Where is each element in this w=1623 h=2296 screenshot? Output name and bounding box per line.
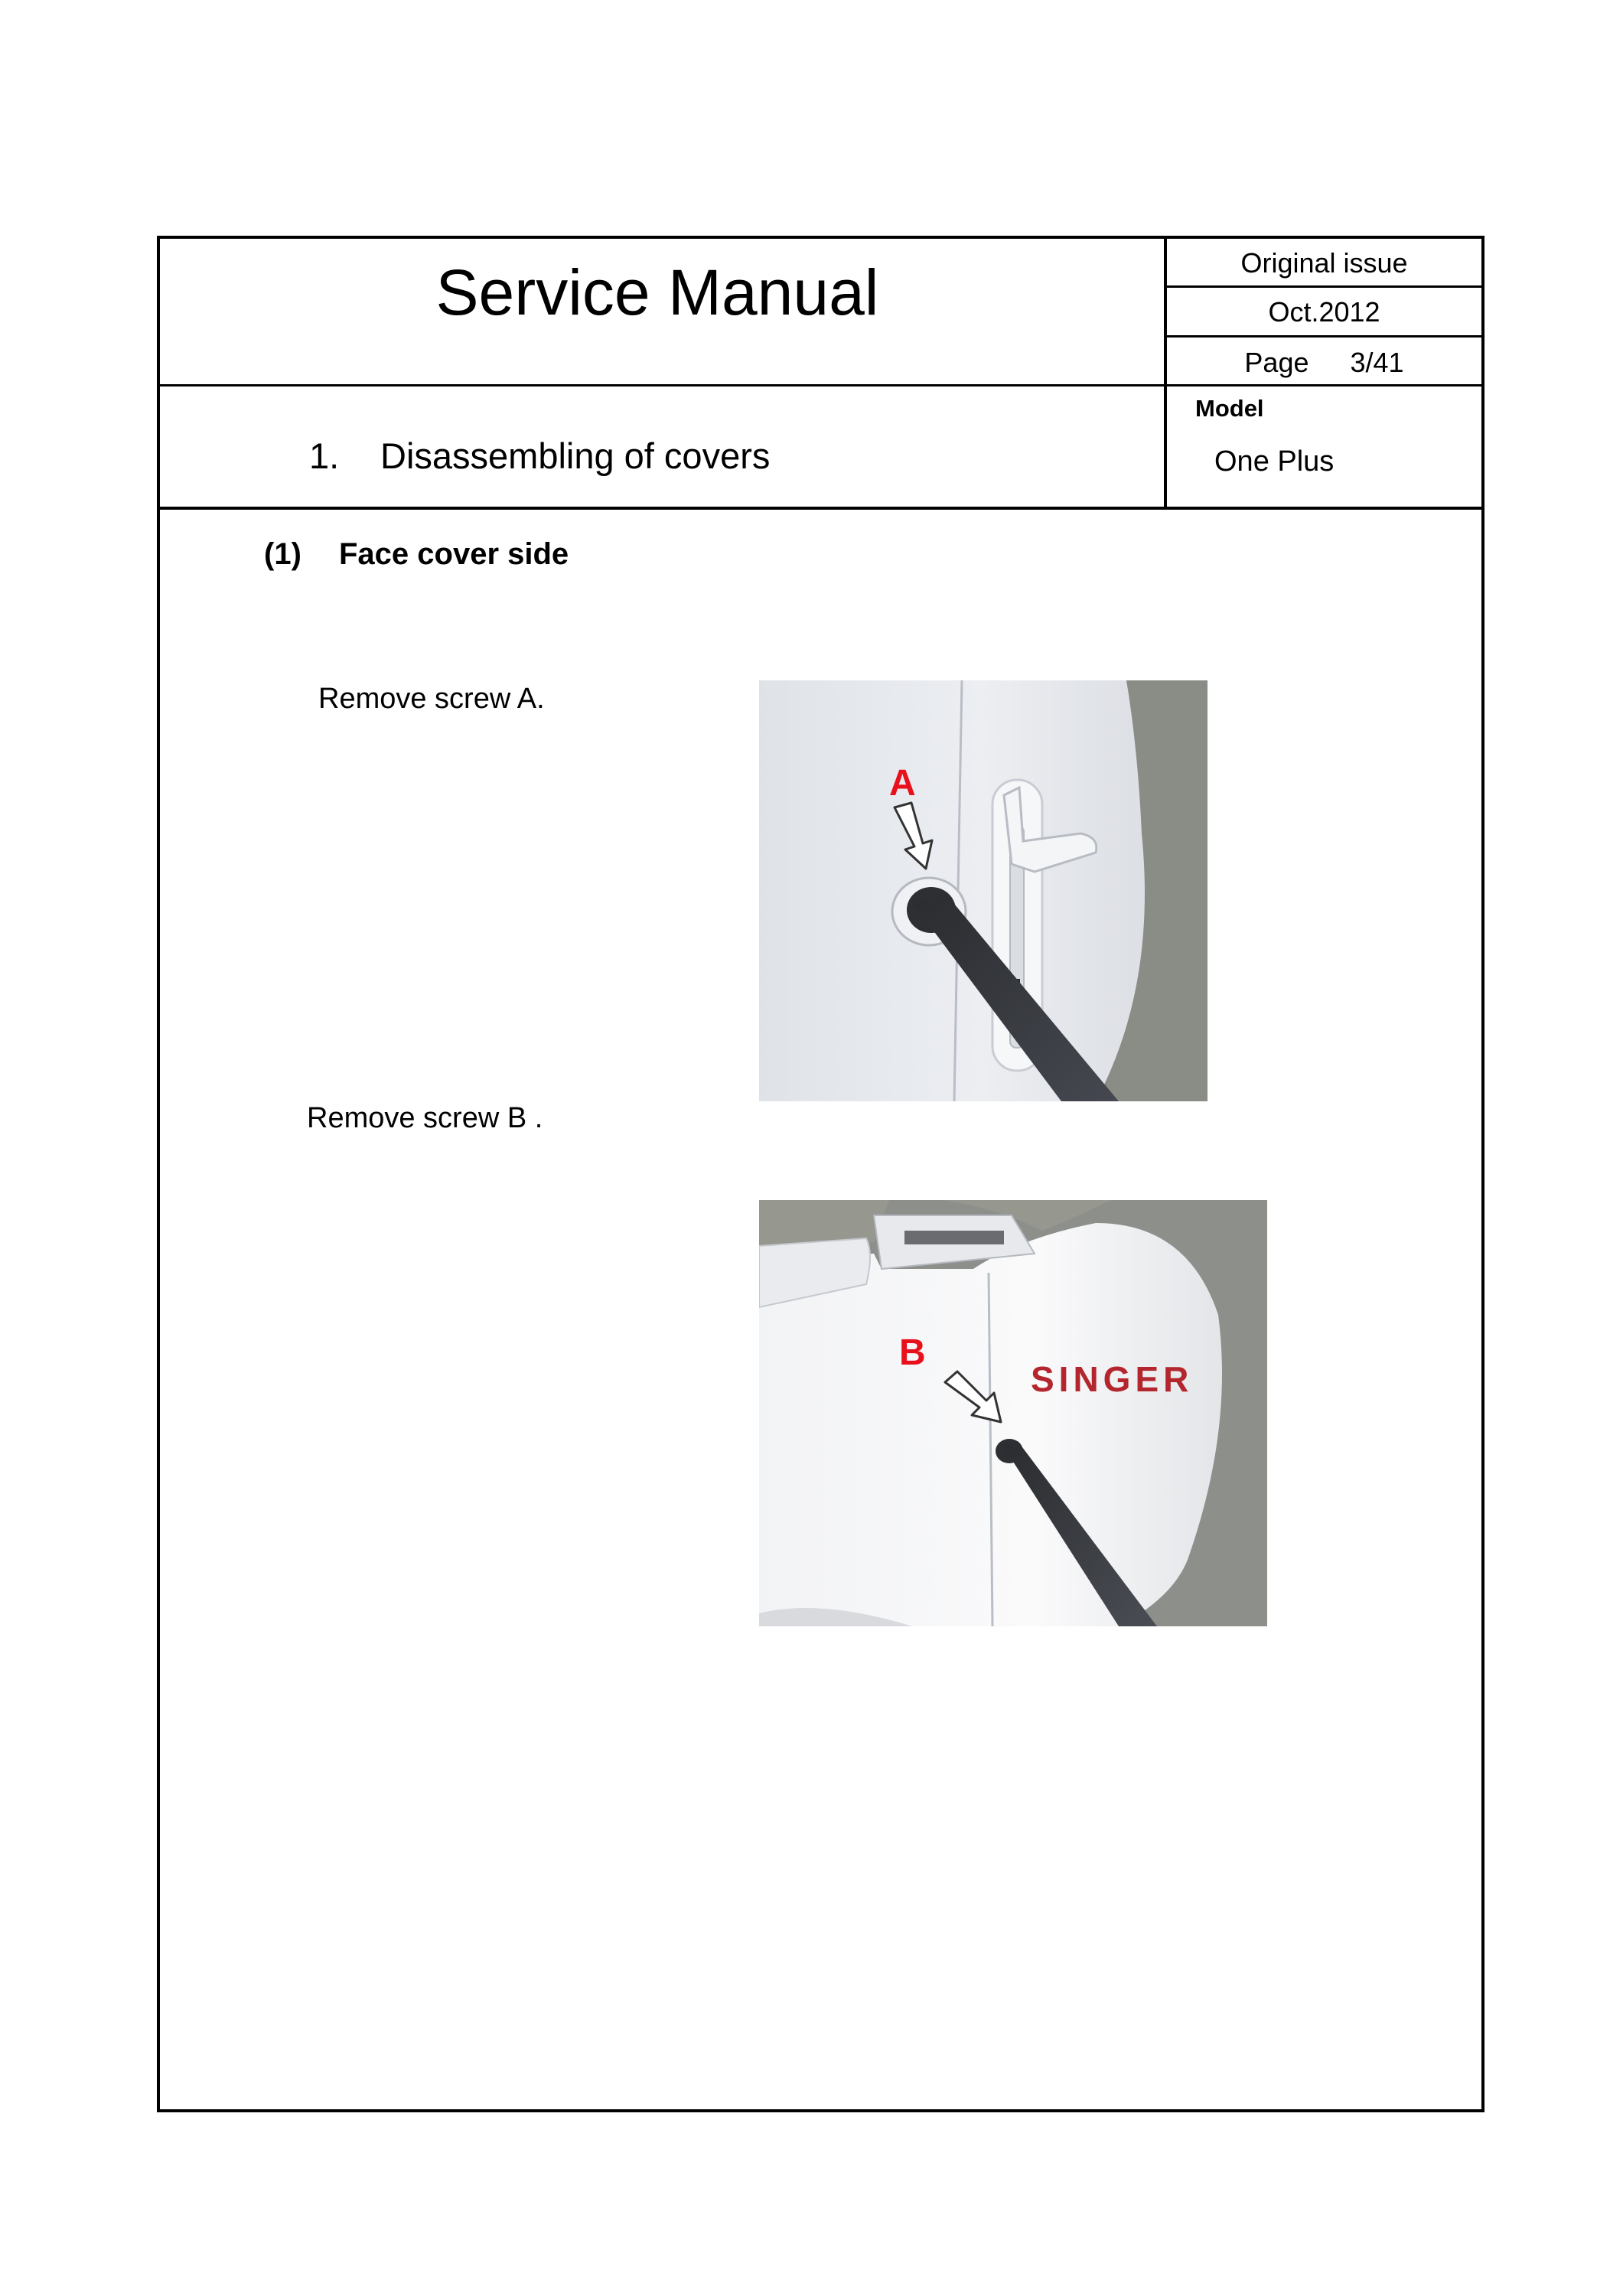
original-issue-label: Original issue — [1240, 247, 1408, 279]
step-2-instruction: Remove screw B . — [307, 1102, 543, 1134]
page-label: Page — [1244, 347, 1309, 378]
section-title: Disassembling of covers — [380, 435, 771, 476]
section-number: 1. — [309, 435, 340, 476]
meta-divider-2 — [1164, 335, 1484, 338]
header-divider — [157, 384, 1484, 386]
photo-screw-a — [759, 680, 1207, 1101]
document-title: Service Manual — [435, 256, 879, 328]
page-frame — [157, 236, 1484, 2112]
model-label: Model — [1195, 395, 1264, 422]
subsection-number: (1) — [264, 537, 301, 571]
subsection-title: Face cover side — [339, 537, 569, 571]
photo-screw-b — [759, 1200, 1267, 1626]
callout-a-label: A — [889, 763, 916, 804]
issue-date: Oct.2012 — [1268, 296, 1380, 328]
page-number: 3/41 — [1350, 347, 1404, 378]
meta-divider-1 — [1164, 285, 1484, 288]
section-divider — [157, 507, 1484, 510]
page-indicator — [1167, 349, 1481, 377]
step-1-instruction: Remove screw A. — [318, 683, 545, 715]
model-value: One Plus — [1214, 445, 1335, 478]
brand-logo-text: SINGER — [1031, 1359, 1194, 1399]
callout-b-label: B — [899, 1332, 926, 1373]
